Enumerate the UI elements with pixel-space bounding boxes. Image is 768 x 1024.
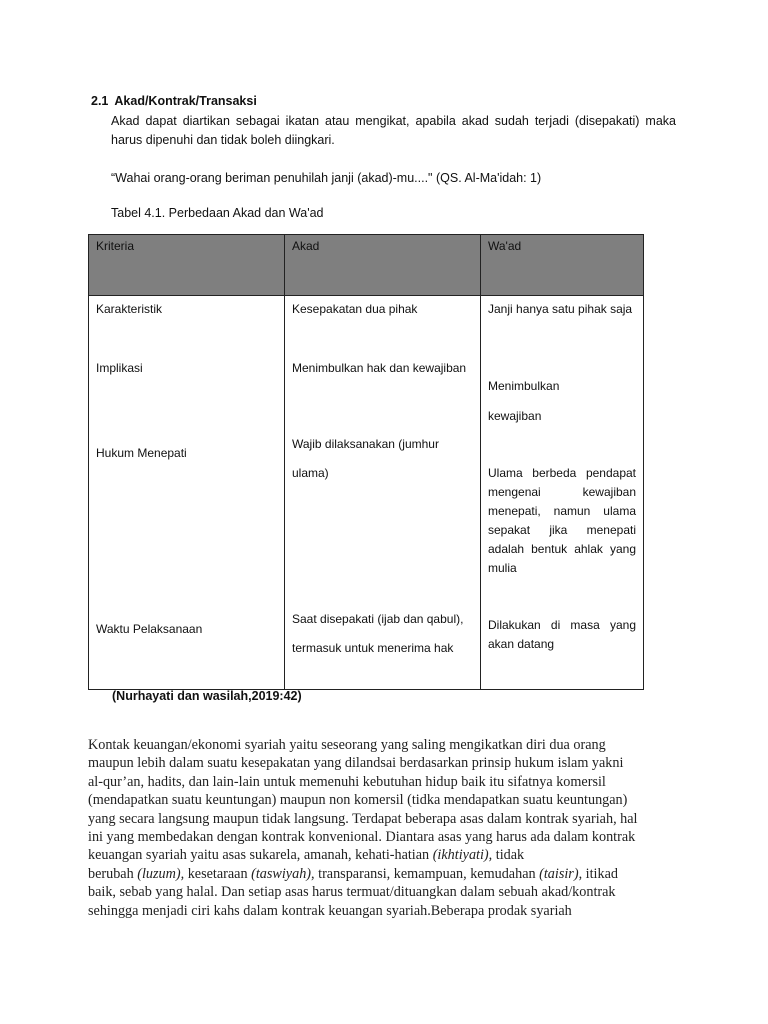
body-segment: keuangan syariah yaitu asas sukarela, amanah, kehati-hatian bbox=[88, 847, 433, 864]
header-waad: Wa'ad bbox=[481, 235, 644, 296]
akad-karakteristik: Kesepakatan dua pihak bbox=[292, 302, 418, 316]
waad-waktu-pelaksanaan: Dilakukan di masa yang akan datang bbox=[488, 618, 636, 651]
waad-karakteristik: Janji hanya satu pihak saja bbox=[488, 302, 633, 316]
body-line: (mendapatkan suatu keuntungan) maupun non komersil (tidka mendapatkan suatu keuntungan) bbox=[88, 792, 628, 809]
akad-cell bbox=[285, 296, 481, 690]
intro-paragraph: Akad dapat diartikan sebagai ikatan atau mengikat, apabila akad sudah terjadi (disepakati) maka harus dipenuhi dan tidak boleh diingkari. bbox=[111, 114, 676, 147]
body-line: al-qur’an, hadits, dan lain-lain untuk memenuhi kebutuhan hidup baik itu sifatnya komersil bbox=[88, 773, 606, 790]
table-caption: Tabel 4.1. Perbedaan Akad dan Wa'ad bbox=[111, 206, 324, 220]
waad-hukum-menepati: Ulama berbeda pendapat mengenai kewajiban menepati, namun ulama sepakat jika menepati adalah bentuk ahlak yang mulia bbox=[488, 466, 636, 575]
body-line: ini yang membedakan dengan kontrak konvenional. Diantara asas yang harus ada dalam kontrak bbox=[88, 829, 636, 846]
body-segment: , itikad bbox=[578, 865, 618, 882]
body-line: yang secara langsung maupun tidak langsung. Terdapat beberapa asas dalam kontrak syariah, hal bbox=[88, 810, 638, 827]
body-segment: kesetaraan bbox=[184, 865, 252, 882]
quran-quote: “Wahai orang-orang beriman penuhilah janji (akad)-mu...." (QS. Al-Ma'idah: 1) bbox=[111, 171, 542, 185]
body-segment: , transparansi, kemampuan, kemudahan bbox=[311, 865, 540, 882]
waad-cell bbox=[481, 296, 644, 690]
header-kriteria: Kriteria bbox=[89, 235, 285, 296]
akad-hukum-line2: ulama) bbox=[292, 466, 329, 480]
criteria-hukum-menepati: Hukum Menepati bbox=[96, 446, 187, 460]
criteria-cell bbox=[89, 296, 285, 690]
body-line: maupun lebih dalam suatu kesepakatan yang dilandsai berdasarkan prinsip hukum islam yakni bbox=[88, 755, 624, 772]
header-akad: Akad bbox=[285, 235, 481, 296]
section-title: Akad/Kontrak/Transaksi bbox=[114, 94, 257, 108]
table-source: (Nurhayati dan wasilah,2019:42) bbox=[112, 689, 302, 703]
table-row bbox=[89, 296, 644, 690]
akad-waktu-line2: termasuk untuk menerima hak bbox=[292, 641, 454, 655]
body-segment: berubah bbox=[88, 865, 138, 882]
table-header-row bbox=[89, 235, 644, 296]
section-number: 2.1 bbox=[91, 94, 109, 108]
criteria-implikasi: Implikasi bbox=[96, 361, 143, 375]
body-paragraph bbox=[88, 736, 678, 920]
body-line: Kontak keuangan/ekonomi syariah yaitu seseorang yang saling mengikatkan diri dua orang bbox=[88, 737, 606, 753]
akad-hukum-line1: Wajib dilaksanakan (jumhur bbox=[292, 437, 439, 451]
criteria-karakteristik: Karakteristik bbox=[96, 302, 163, 316]
criteria-waktu-pelaksanaan: Waktu Pelaksanaan bbox=[96, 622, 203, 636]
italic-term-taswiyah: (taswiyah) bbox=[251, 865, 312, 882]
body-line bbox=[88, 865, 678, 883]
italic-term-taisir: (taisir) bbox=[539, 865, 579, 882]
italic-term-ikhtiyati: (ikhtiyati), bbox=[432, 847, 493, 864]
body-line: baik, sebab yang halal. Dan setiap asas harus termuat/dituangkan dalam sebuah akad/kontrak bbox=[88, 884, 616, 901]
akad-waktu-line1: Saat disepakati (ijab dan qabul), bbox=[292, 612, 464, 626]
comparison-table bbox=[88, 234, 644, 690]
waad-implikasi-line2: kewajiban bbox=[488, 409, 542, 423]
body-segment: tidak bbox=[492, 847, 525, 864]
body-line: sehingga menjadi ciri kahs dalam kontrak keuangan syariah.Beberapa prodak syariah bbox=[88, 902, 572, 919]
waad-implikasi-line1: Menimbulkan bbox=[488, 379, 560, 393]
italic-term-luzum: (luzum), bbox=[137, 865, 185, 882]
body-line bbox=[88, 846, 678, 864]
akad-implikasi: Menimbulkan hak dan kewajiban bbox=[292, 361, 467, 375]
section-heading bbox=[91, 94, 257, 108]
